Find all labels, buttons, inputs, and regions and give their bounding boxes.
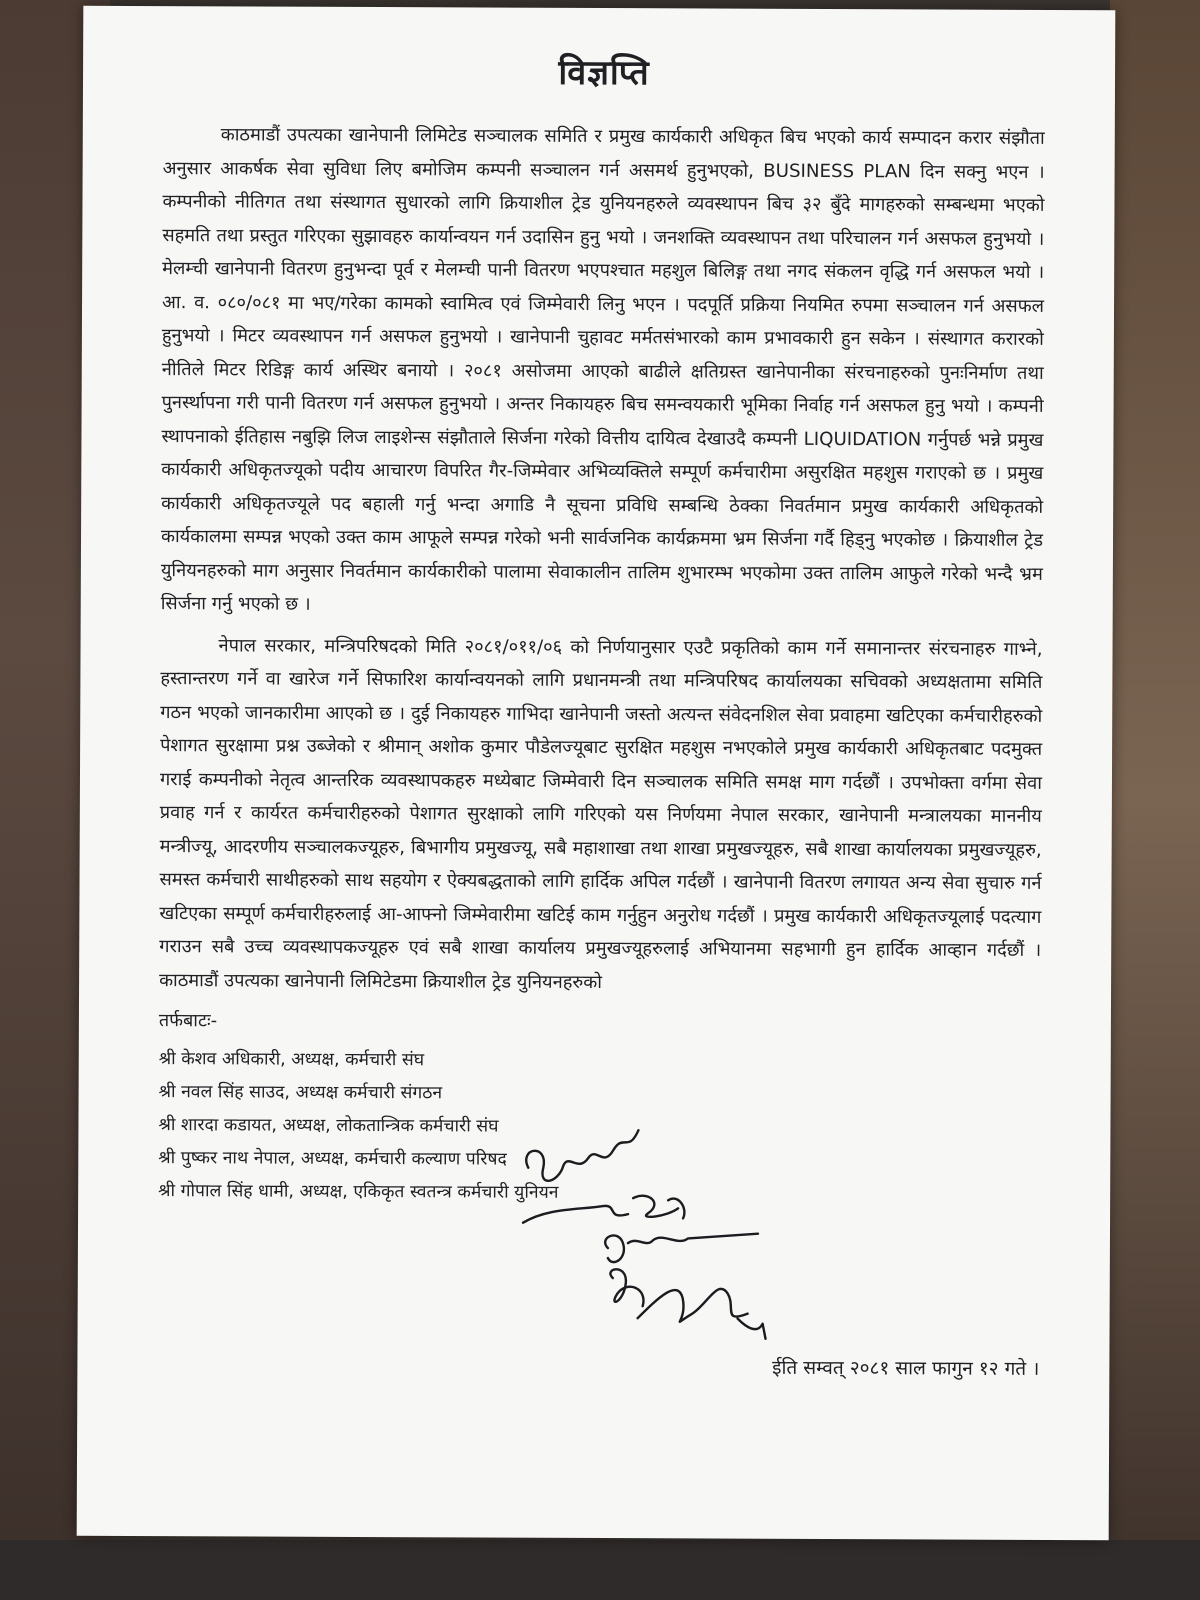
signatory-2: श्री नवल सिंह साउद, अध्यक्ष कर्मचारी संगठन [158, 1082, 443, 1104]
signatory-3: श्री शारदा कडायत, अध्यक्ष, लोकतान्त्रिक कर्मचारी संघ [158, 1115, 499, 1137]
signatory-4: श्री पुष्कर नाथ नेपाल, अध्यक्ष, कर्मचारी कल्याण परिषद [158, 1148, 507, 1170]
signature-5 [638, 1289, 766, 1339]
handwritten-signatures [507, 1128, 828, 1359]
date-line: ईति सम्वत् २०८१ साल फागुन १२ गते । [772, 1356, 1040, 1380]
from-label: तर्फबाटः- [158, 1010, 218, 1032]
signatory-5: श्री गोपाल सिंह धामी, अध्यक्ष, एकिकृत स्वतन्त्र कर्मचारी युनियन [158, 1181, 559, 1203]
signature-2 [523, 1195, 684, 1223]
notice-title: विज्ञप्ति [558, 52, 650, 94]
signatory-1: श्री केशव अधिकारी, अध्यक्ष, कर्मचारी संघ [158, 1049, 425, 1071]
notice-sheet [77, 6, 1116, 1540]
signature-4 [610, 1269, 643, 1306]
paragraph-1: काठमाडौं उपत्यका खानेपानी लिमिटेड सञ्चालक समिति र प्रमुख कार्यकारी अधिकृत बिच भएको कार्य सम्पादन करार संझौता अनुसार आकर्षक सेवा सुविधा लिए बमोजिम कम्पनी सञ्चालन गर्न असमर्थ हुनुभएको, BUSINESS PLAN दिन सक्नु भएन । कम्पनीको नीतिगत तथा संस्थागत सुधारको लागि क्रियाशील ट्रेड युनियनहरुले व्यवस्थापन बिच ३२ बुँदे मागहरुको सम्बन्धमा भएको सहमति तथा प्रस्तुत गरिएका सुझावहरु कार्यान्वयन गर्न उदासिन हुनु भयो । जनशक्ति व्यवस्थापन तथा परिचालन गर्न असफल हुनुभयो । मेलम्ची खानेपानी वितरण हुनुभन्दा पूर्व र मेलम्ची पानी वितरण भएपश्चात महशुल बिलिङ्ग तथा नगद संकलन वृद्धि गर्न असफल भयो । आ. व. ०८०/०८१ मा भए/गरेका कामको स्वामित्व एवं जिम्मेवारी लिनु भएन । पदपूर्ति प्रक्रिया नियमित रुपमा सञ्चालन गर्न असफल हुनुभयो । मिटर व्यवस्थापन गर्न असफल हुनुभयो । खानेपानी चुहावट मर्मतसंभारको काम प्रभावकारी हुन सकेन । संस्थागत करारको नीतिले मिटर रिडिङ्ग कार्य अस्थिर बनायो । २०८१ असोजमा आएको बाढीले क्षतिग्रस्त खानेपानीका संरचनाहरुको पुनःनिर्माण तथा पुनर्स्थापना गरी पानी वितरण गर्न असफल हुनुभयो । अन्तर निकायहरु बिच समन्वयकारी भूमिका निर्वाह गर्न असफल हुनु भयो । कम्पनी स्थापनाको ईतिहास नबुझि लिज लाइशेन्स संझौताले सिर्जना गरेको वित्तीय दायित्व देखाउदै कम्पनी LIQUIDATION गर्नुपर्छ भन्ने प्रमुख कार्यकारी अधिकृतज्यूको पदीय आचारण विपरित गैर-जिम्मेवार अभिव्यक्तिले सम्पूर्ण कर्मचारीमा असुरक्षित महशुस गराएको छ । प्रमुख कार्यकारी अधिकृतज्यूले पद बहाली गर्नु भन्दा अगाडि नै सूचना प्रविधि सम्बन्धि ठेक्का निवर्तमान प्रमुख कार्यकारी अधिकृतको कार्यकालमा सम्पन्न भएको उक्त काम आफूले सम्पन्न गरेको भनी सार्वजनिक कार्यक्रममा भ्रम सिर्जना गर्दै हिड्नु भएकोछ । क्रियाशील ट्रेड युनियनहरुको माग अनुसार निवर्तमान कार्यकारीको पालामा सेवाकालीन तालिम शुभारम्भ भएकोमा उक्त तालिम आफुले गरेको भन्दै भ्रम सिर्जना गर्नु भएको छ । [160, 124, 1045, 615]
signature-3 [605, 1233, 758, 1263]
background-bottom [0, 1540, 1200, 1600]
paragraph-2: नेपाल सरकार, मन्त्रिपरिषदको मिति २०८१/०११/०६ को निर्णयानुसार एउटै प्रकृतिको काम गर्ने समानान्तर संरचनाहरु गाभ्ने, हस्तान्तरण गर्ने वा खारेज गर्ने सिफारिश कार्यान्वयनको लागि प्रधानमन्त्री तथा मन्त्रिपरिषद कार्यालयका सचिवको अध्यक्षतामा समिति गठन भएको जानकारीमा आएको छ । दुई निकायहरु गाभिदा खानेपानी जस्तो अत्यन्त संवेदनशिल सेवा प्रवाहमा खटिएका कर्मचारीहरुको पेशागत सुरक्षामा प्रश्न उब्जेको र श्रीमान् अशोक कुमार पौडेलज्यूबाट सुरक्षित महशुस नभएकोले प्रमुख कार्यकारी अधिकृतबाट पदमुक्त गराई कम्पनीको नेतृत्व आन्तरिक व्यवस्थापकहरु मध्येबाट जिम्मेवारी दिन सञ्चालक समिति समक्ष माग गर्दछौं । उपभोक्ता वर्गमा सेवा प्रवाह गर्न र कार्यरत कर्मचारीहरुको पेशागत सुरक्षाको लागि गरिएको यस निर्णयमा नेपाल सरकार, खानेपानी मन्त्रालयका माननीय मन्त्रीज्यू, आदरणीय सञ्चालकज्यूहरु, बिभागीय प्रमुखज्यू, सबै महाशाखा तथा शाखा प्रमुखज्यूहरु, सबै शाखा कार्यालयका प्रमुखज्यूहरु, समस्त कर्मचारी साथीहरुको साथ सहयोग र ऐक्यबद्धताको लागि हार्दिक अपिल गर्दछौं । खानेपानी वितरण लगायत अन्य सेवा सुचारु गर्न खटिएका सम्पूर्ण कर्मचारीहरुलाई आ-आफ्नो जिम्मेवारीमा खटिई काम गर्नुहुन अनुरोध गर्दछौं । प्रमुख कार्यकारी अधिकृतज्यूलाई पदत्याग गराउन सबै उच्च व्यवस्थापकज्यूहरु एवं सबै शाखा कार्यालय प्रमुखज्यूहरुलाई अभियानमा सहभागी हुन हार्दिक आव्हान गर्दछौं । काठमाडौं उपत्यका खानेपानी लिमिटेडमा क्रियाशील ट्रेड युनियनहरुको [159, 634, 1043, 993]
background-right [1110, 0, 1200, 1600]
signature-1 [526, 1130, 638, 1181]
